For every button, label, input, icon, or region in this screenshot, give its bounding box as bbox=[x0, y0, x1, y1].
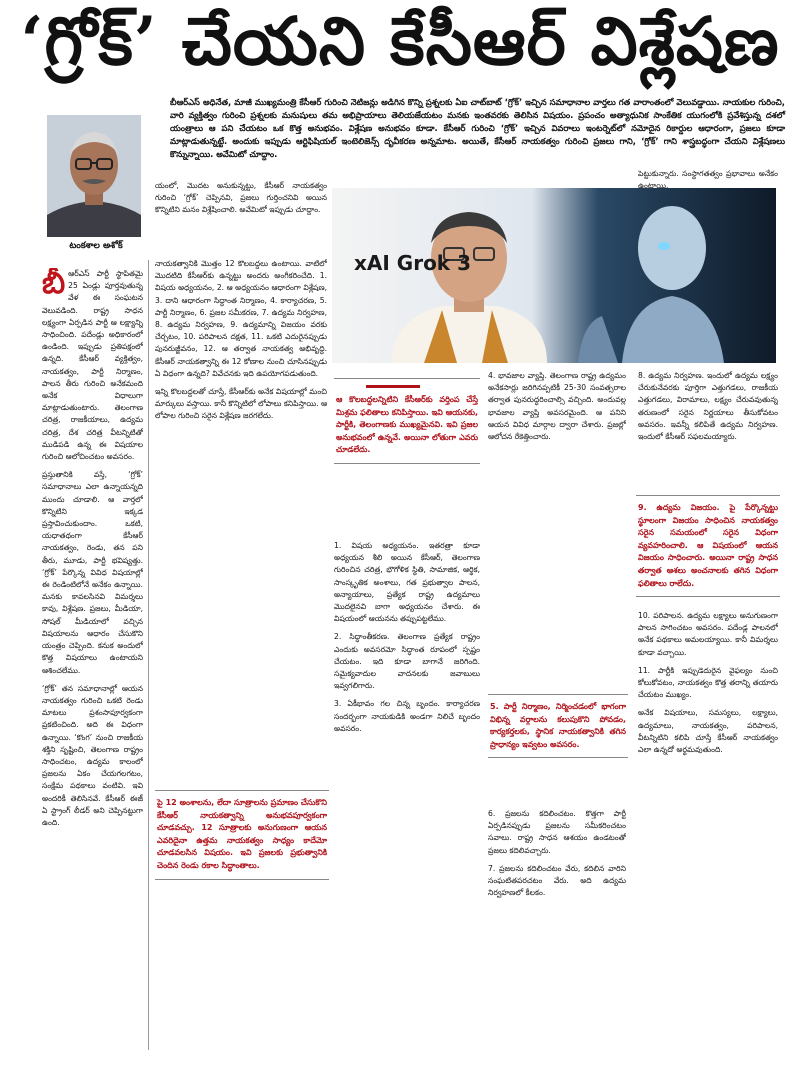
paragraph: 3. ఏకీభావం గల చిన్న బృందం. కార్యాచరణ సందర్భంగా నాయకుడికి అండగా నిలిచే బృందం అవసరం. bbox=[334, 699, 480, 733]
pull-quote bbox=[636, 495, 780, 597]
pull-quote-text: పై 12 అంశాలను, లేదా సూత్రాలను ప్రమాణం చేసుకొని కేసీఆర్ నాయకత్వాన్ని అనుభవపూర్వకంగా చూడవచ్చు. 12 సూత్రాలకు అనుగుణంగా ఆయన ఎవరిదైనా ఉత్తమ నాయకత్వం సాధ్యం కాదేమో చూడవలసిన విషయం. ఇవి ప్రజలకు ప్రభుత్వానికి చెందిన రెండు రకాల సిద్ధాంతాలు. bbox=[157, 798, 327, 870]
author-photo bbox=[47, 115, 141, 237]
column-5-top bbox=[638, 168, 778, 208]
paragraph: ఇన్ని కొలబద్దలతో చూస్తే, కేసీఆర్‌కు అనేక విషయాల్లో మంచి మార్కులు వస్తాయి. కానీ కొన్నిటిలో లోపాలు కనిపిస్తాయి. ఆ లోపాల గురించి సరైన విశ్లేషణ జరగలేదు. bbox=[155, 387, 327, 421]
column-3 bbox=[334, 540, 480, 1055]
paragraph: 11. పార్టీకి ఇప్పుడెదురైన వైఫల్యం నుంచి కోలుకోవటం, నాయకత్వం కొత్త తరాన్ని తయారు చేయటం ముఖ్యం. bbox=[638, 665, 778, 700]
photo-caption-text: xAI Grok 3 bbox=[354, 251, 471, 275]
column-5 bbox=[638, 370, 778, 490]
paragraph: 4. భావజాల వ్యాప్తి. తెలంగాణ రాష్ట్ర ఉద్యమం అనేకసార్లు జరిగినప్పటికీ 25-30 సంవత్సరాల తర్వాత పునరుద్ధరించాల్సి వచ్చింది. అందువల్ల భావజాల వ్యాప్తి అవసరమైంది. ఆ పనిని ఆయన వివిధ మార్గాల ద్వారా చేశారు. ప్రజల్లో ఆలోచన రేకెత్తించారు. bbox=[488, 371, 626, 442]
pull-quote-text: 9. ఉద్యమ విజయం. పై పేర్కొన్నట్టు స్థూలంగా విజయం సాధించిన నాయకత్వం సరైన సమయంలో సరైన విధంగా వ్యవహరించాలి. ఆ విషయంలో ఆయన విజయం సాధించారు. అయినా రాష్ట్ర సాధన తర్వాత ఆశలు అంచనాలకు తగిన విధంగా ఫలితాలు రాలేదు. bbox=[638, 503, 778, 588]
paragraph: అనేక విషయాలు, సమస్యలు, లక్ష్యాలు, ఉద్యమాలు, నాయకత్వం, పరిపాలన, వీటన్నిటిని కలిపి చూస్తే కేసీఆర్ నాయకత్వం ఎలా ఉన్నదో అర్థమవుతుంది. bbox=[638, 708, 778, 755]
paragraph: 7. ప్రజలను కదిలించటం వేరు, కదిలిన వారిని సంఘటితపరచటం వేరు. అది ఉద్యమ నిర్వహణలో కీలకం. bbox=[488, 863, 626, 898]
column-1 bbox=[42, 268, 143, 1053]
pull-quote bbox=[155, 790, 329, 880]
paragraph: 2. సిద్ధాంతీకరణ. తెలంగాణ ప్రత్యేక రాష్ట్రం ఎందుకు అవసరమో సిద్ధాంత రూపంలో స్పష్టం చేయటం. ఇది కూడా బాగానే జరిగింది. సమైక్యవాదుల వాదనలకు జవాబులు ఇవ్వగలిగారు. bbox=[334, 632, 480, 691]
pull-quote-text: 5. పార్టీ నిర్మాణం, నిర్మించడంలో భాగంగా విభిన్న వర్గాలను కలుపుకొని పోవడం, కార్యకర్తలకు, స్థానిక నాయకత్వానికి తగిన ప్రాధాన్యం ఇవ్వటం అవసరం. bbox=[490, 702, 626, 749]
paragraph: నాయకత్వానికి మొత్తం 12 కొలబద్దలు ఉంటాయి. వాటిలో మొదటిది కేసీఆర్‌కు ఉన్నట్టు అందరు అంగీకరించేది. 1. విషయ అధ్యయనం, 2. ఆ అధ్యయనం ఆధారంగా విశ్లేషణ, 3. దాని ఆధారంగా సిద్ధాంత నిర్మాణం, 4. కార్యాచరణ, 5. పార్టీ నిర్మాణం, 6. ప్రజల సమీకరణ, 7. ఉద్యమ నిర్వహణ, 8. ఉద్యమ నిర్వహణ, 9. ఉద్యమాన్ని విజయం వరకు చేర్చటం, 10. పరిపాలన దక్షత, 11. ఒకటి ఎదురైనప్పుడు పునరుజ్జీవనం, 12. ఆ తర్వాత నాయకత్వ అభివృద్ధి. కేసీఆర్ నాయకత్వాన్ని ఈ 12 కోణాల నుంచి చూసినప్పుడు ఏ విధంగా ఉన్నది? వివేచనకు ఇది ఉపయోగపడుతుంది. bbox=[155, 259, 327, 378]
paragraph: యంలో, మొదట అనుకున్నట్టు, కేసీఆర్ నాయకత్వం గురించి ‘గ్రోక్’ చెప్పినవి, ప్రజలు గుర్తించనివి అయిన కొన్నిటిని మనం విశ్లేషించాలి. అవేమిటో ఇప్పుడు చూద్దాం. bbox=[155, 181, 327, 215]
paragraph: 10. పరిపాలన. ఉద్యమ లక్ష్యాలు అనుగుణంగా పాలన సాగించటం అవసరం. పదేండ్ల పాలనలో అనేక పథకాలు అమలయ్యాయి. కానీ విమర్శలు కూడా వచ్చాయి. bbox=[638, 611, 778, 657]
column-2-lower bbox=[155, 258, 327, 778]
paragraph: 8. ఉద్యమ నిర్వహణ. ఇందులో ఉద్యమ లక్ష్యం చేరుకునేవరకు పూర్తిగా ఎత్తుగడలు, రాజకీయ ఎత్తుగడలు, విరామాలు, లక్ష్యం చేరువవుతున్న తరుణంలో సరైన నిర్ణయాలు తీసుకోవటం అవసరం. ఇవన్నీ కలిపితే ఉద్యమ నిర్వహణ. ఇందులో కేసీఆర్ సఫలమయ్యారు. bbox=[638, 371, 778, 442]
pull-quote bbox=[488, 694, 628, 758]
pull-quote bbox=[334, 378, 480, 464]
paragraph: 6. ప్రజలను కదిలించటం. కొత్తగా పార్టీ ఏర్పడినప్పుడు ప్రజలను సమీకరించటం సవాలు. రాష్ట్ర సాధన ఆశయం ఉండటంతో ప్రజలు కదిలివచ్చారు. bbox=[488, 809, 626, 855]
paragraph: ప్రస్తుతానికి వస్తే, ‘గ్రోక్’ సమాధానాలు ఎలా ఉన్నాయన్నది ముందు చూడాలి. ఆ వార్తలో కొన్నిటిని ఇక్కడ ప్రస్తావించుకుందాం. ఒకటి, యధాతథంగా కేసీఆర్ నాయకత్వం, రెండు, తన పని తీరు, మూడు, పార్టీ భవిష్యత్తు. ‘గ్రోక్’ పేర్కొన్న వివిధ విషయాల్లో ఈ రెండింటిలోనే అనేకం ఉన్నాయి. మనకు కావలసినవి విమర్శలు కావు, విశ్లేషణ. ప్రజలు, మీడియా, సోషల్ మీడియాలో వచ్చిన విషయాలను ఆధారం చేసుకొని యంత్రం చెప్పింది. కనుక అందులో కొత్త విషయాలు ఉంటాయని ఆశించలేము. bbox=[42, 470, 143, 675]
headline: ‘గ్రోక్’ చేయని కేసీఆర్ విశ్లేషణ bbox=[20, 2, 780, 80]
paragraph: పెట్టుకున్నారు. సంస్థాగతత్వం ప్రభావాలు అనేకం ఉంటాయి. bbox=[638, 169, 778, 191]
drop-cap: బీ bbox=[42, 268, 66, 301]
paragraph: ‘గ్రోక్’ తన సమాధానాల్లో ఆయన నాయకత్వం గురించి ఒకటి రెండు మాటలు ప్రశంసాపూర్వకంగా ప్రకటించింది. అది ఈ విధంగా ఉన్నాయి. ‘కొంగ’ నుంచి రాజకీయ శక్తిని సృష్టించి, తెలంగాణ రాష్ట్రం సాధించటం, ఉద్యమ కాలంలో ప్రజలను ఏకం చేయగలగటం, సంక్షేమ పథకాలు వంటివి. ఇవి అందరికీ తెలిసినవే. కేసీఆర్ ఈజ్ ఏ స్ట్రాంగ్ లీడర్ అని చెప్పినట్టుగా ఉంది. bbox=[42, 683, 143, 827]
column-divider bbox=[148, 260, 149, 1050]
author-name: టంకశాల అశోక్ bbox=[69, 241, 123, 251]
column-5-lower bbox=[638, 610, 778, 1055]
paragraph: 1. విషయ అధ్యయనం. ఇతరత్రా కూడా అధ్యయన శీలి అయిన కేసీఆర్, తెలంగాణ గురించిన చరిత్ర, భౌగోళిక స్థితి, సామాజిక, ఆర్థిక, సాంస్కృతిక అంశాలు, గత ప్రభుత్వాల పాలన, అన్యాయాలు, ప్రత్యేక రాష్ట్ర ఉద్యమాలు మొదలైనవి బాగా అధ్యయనం చేశారు. ఈ విషయంలో ఆయనను తప్పుపట్టలేము. bbox=[334, 541, 480, 624]
column-4-lower bbox=[488, 808, 626, 1053]
quote-bar bbox=[366, 385, 420, 388]
pull-quote-text: ఆ కొలబద్దలన్నిటిని కేసీఆర్‌కు వర్తింప చేస్తే మిశ్రమ ఫలితాలు కనిపిస్తాయి. ఇవి ఆయనకు, పార్టీకి, తెలంగాణకు ముఖ్యమైనవి. ఇవి ప్రజల అనుభవంలో ఉన్నవే. అయినా లోతుగా ఎవరు చూడలేదు. bbox=[336, 395, 478, 455]
paragraph: ఆర్ఎస్ పార్టీ స్థాపితమై 25 ఏండ్లు పూర్తవుతున్న వేళ ఈ సంఘటన వెలువడింది. రాష్ట్ర సాధన లక్ష్యంగా ఏర్పడిన పార్టీ ఆ లక్ష్యాన్ని సాధించింది. పదేండ్లు అధికారంలో ఉండింది. ఇప్పుడు ప్రతిపక్షంలో ఉన్నది. కేసీఆర్ వ్యక్తిత్వం, నాయకత్వం, పార్టీ నిర్మాణం, పాలన తీరు గురించి అనేకమంది అనేక విధాలుగా మాట్లాడుతుంటారు. తెలంగాణ చరిత్ర, రాజకీయాలు, ఉద్యమ చరిత్ర, దేశ చరిత్ర వీటన్నిటితో ముడిపడి ఉన్న ఈ విషయాల గురించి ఆలోచించటం అవసరం. bbox=[42, 269, 143, 462]
intro-paragraph: బీఆర్ఎస్ అధినేత, మాజీ ముఖ్యమంత్రి కేసీఆర్ గురించి నెటిజన్లు అడిగిన కొన్ని ప్రశ్నలకు ఏఐ చాట్‌బాట్ ‘గ్రోక్’ ఇచ్చిన సమాధానాల వార్తలు గత వారాంతంలో వెలువడ్డాయి. నాయకుల గురించి, వారి వ్యక్తిత్వం గురించి ప్రశ్నలకు మనుషులు తమ అభిప్రాయాలు తెలియజేయటం మనకు ఇంతవరకు తెలిసిన విషయం. ప్రపంచం అత్యాధునిక సాంకేతిక యుగంలోకి ప్రవేశిస్తున్న దశలో యంత్రాలు ఆ పని చేయటం ఒక కొత్త అనుభవం. విశ్లేషణ అనుభవం కూడా. కేసీఆర్ గురించి ‘గ్రోక్’ ఇచ్చిన వివరాలు ఇంటర్నెట్‌లో నమోదైన రికార్డుల ఆధారంగా, ప్రజలు కూడా మాట్లాడుతున్నట్టే. అందుకు ఇప్పుడు ఆర్టిఫిషియల్ ఇంటెలిజెన్స్ దృవీకరణ అన్నమాట. అయితే, కేసీఆర్ నాయకత్వం గురించి ప్రజలు గాని, ‘గ్రోక్’ గాని శాస్త్రబద్ధంగా చేయని విశ్లేషణలు కొన్నున్నాయి. అవేమిటో చూద్దాం. bbox=[170, 97, 785, 159]
column-4 bbox=[488, 370, 626, 680]
main-photo bbox=[332, 188, 776, 363]
